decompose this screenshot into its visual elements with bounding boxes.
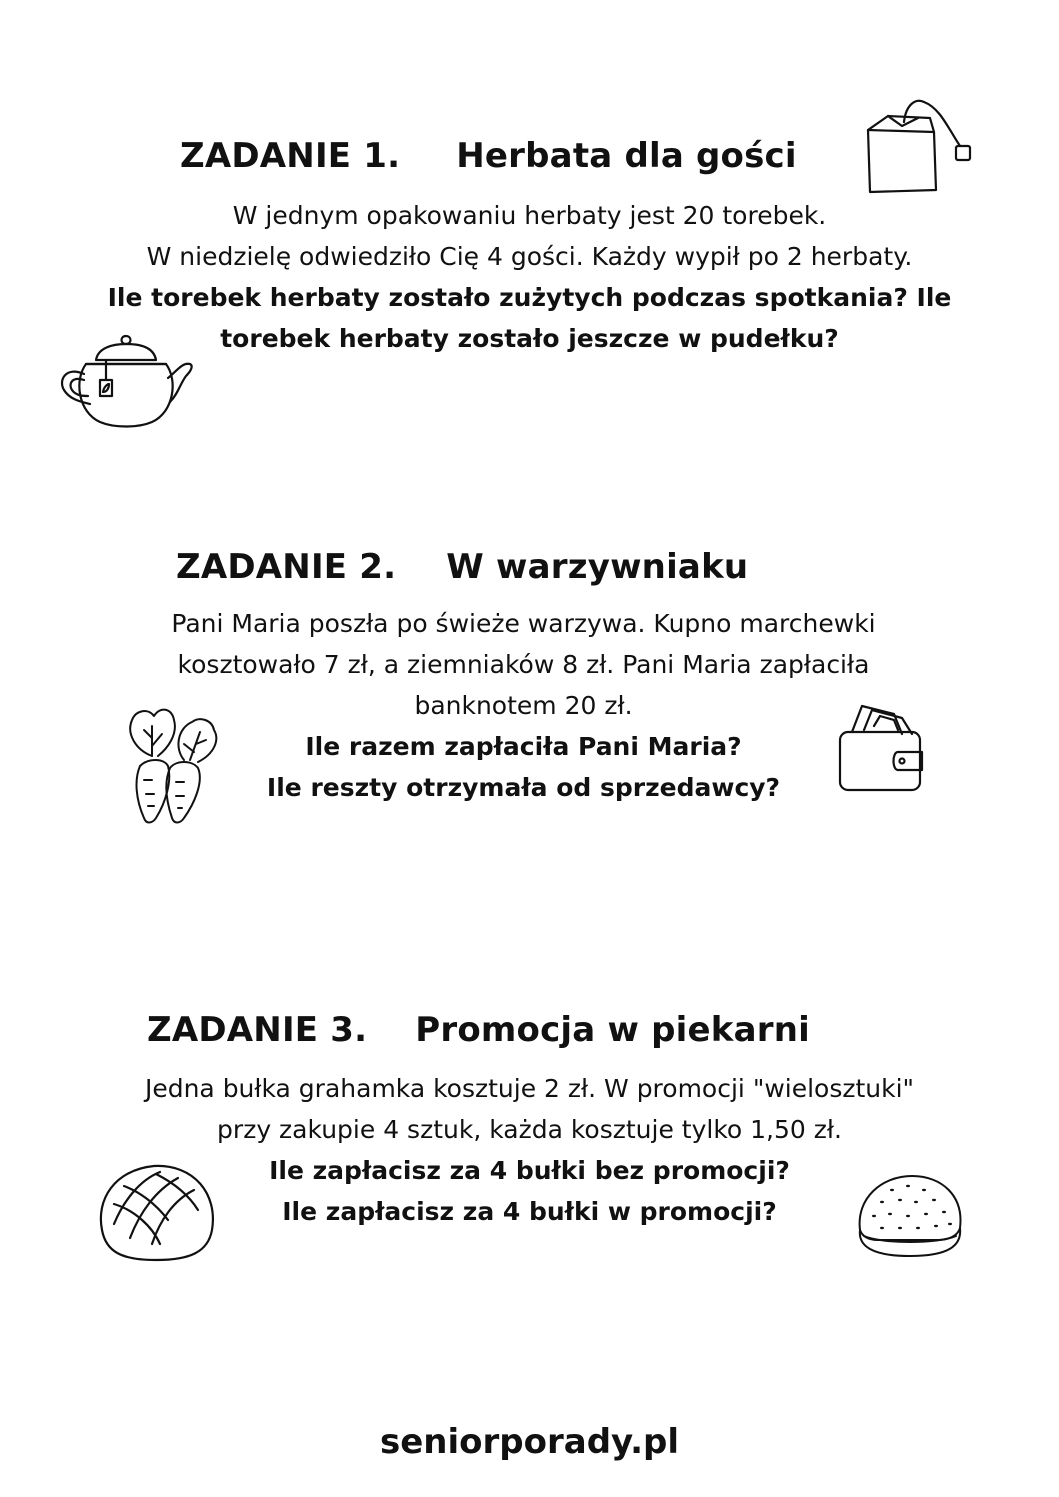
bread-loaf-icon [94,1160,218,1266]
task-2-question-line: Ile razem zapłaciła Pani Maria? [305,732,742,761]
wallet-icon [836,700,928,796]
task-2-question-line: Ile reszty otrzymała od sprzedawcy? [266,773,781,802]
tea-bag-icon [860,98,975,198]
task-1-text-line: W niedzielę odwiedziło Cię 4 gości. Każdy wypił po 2 herbaty. [146,242,913,271]
task-3-text-line: przy zakupie 4 sztuk, każda kosztuje tylko 1,50 zł. [217,1115,842,1144]
task-3-number: ZADANIE 3. [147,1010,368,1050]
task-1-heading [180,136,797,176]
bun-icon [852,1170,968,1262]
task-1-title: Herbata dla gości [456,136,797,176]
task-2-title: W warzywniaku [446,547,749,587]
task-2-text-line: Pani Maria poszła po świeże warzywa. Kupno marchewki [171,609,876,638]
task-2-heading [176,547,748,587]
task-2-text-line: kosztowało 7 zł, a ziemniaków 8 zł. Pani Maria zapłaciła [177,650,870,679]
task-1-text-line: W jednym opakowaniu herbaty jest 20 torebek. [232,201,827,230]
task-3-question-line: Ile zapłacisz za 4 bułki w promocji? [282,1197,777,1226]
task-2-text-line: banknotem 20 zł. [414,691,633,720]
task-3-heading [147,1010,810,1050]
task-3-question-line: Ile zapłacisz za 4 bułki bez promocji? [269,1156,790,1185]
task-3-title: Promocja w piekarni [415,1010,810,1050]
task-2-number: ZADANIE 2. [176,547,397,587]
task-1-question-line: Ile torebek herbaty zostało zużytych podczas spotkania? Ile [107,283,952,312]
carrots-icon [122,704,226,826]
task-3-text-line: Jedna bułka grahamka kosztuje 2 zł. W promocji "wielosztuki" [144,1074,915,1103]
footer-site-name: seniorporady.pl [380,1422,679,1462]
task-1-number: ZADANIE 1. [180,136,401,176]
teapot-icon [56,332,198,432]
task-1-question-line: torebek herbaty zostało jeszcze w pudełku? [220,324,839,353]
